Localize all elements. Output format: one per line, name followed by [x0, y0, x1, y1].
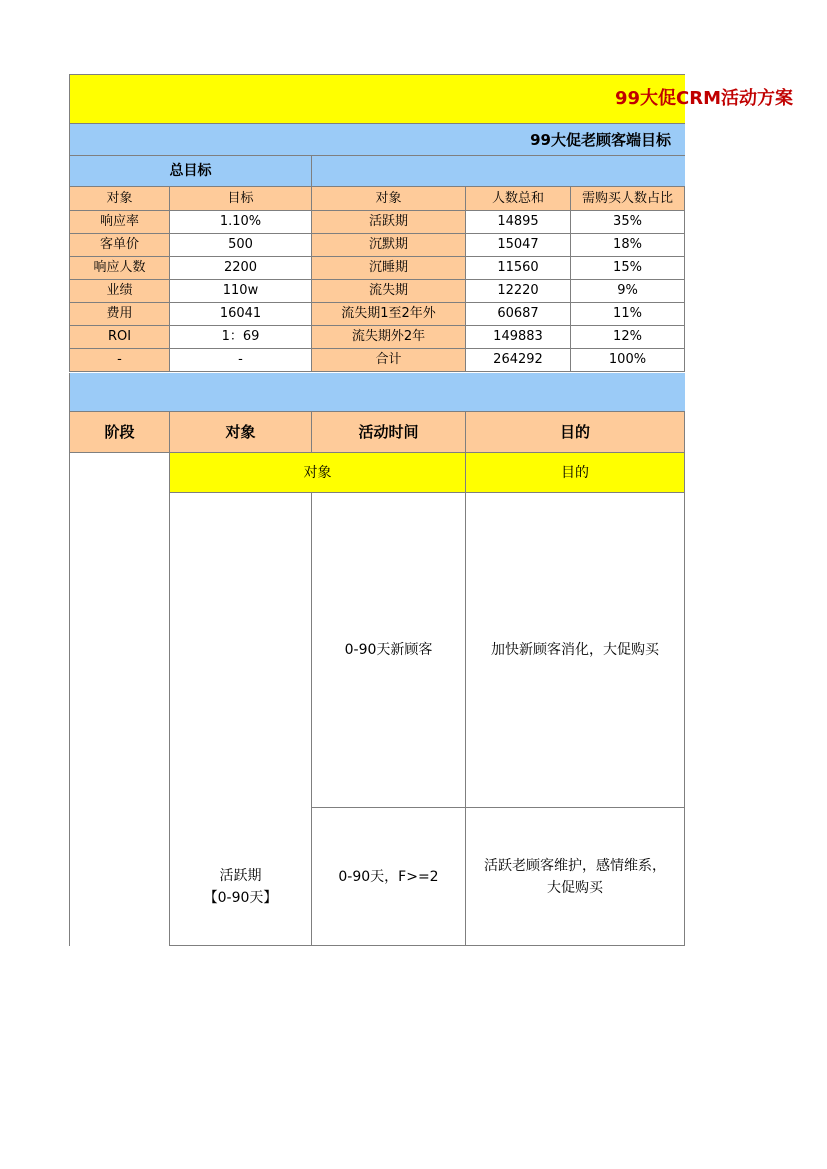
left-header-target: 目标 — [170, 187, 312, 211]
subtitle: 99大促老顾客端目标 — [530, 130, 671, 149]
table-cell-left-object: - — [69, 349, 170, 372]
plan-header-time: 活动时间 — [312, 412, 466, 453]
table-cell-left-object: 响应人数 — [69, 257, 170, 280]
table-cell-left-target: - — [170, 349, 312, 372]
table-cell-left-target: 110w — [170, 280, 312, 303]
table-cell-right-ratio: 35% — [571, 211, 685, 234]
total-goal-header: 总目标 — [69, 156, 312, 187]
title-row — [69, 74, 794, 124]
plan-header-object: 对象 — [170, 412, 312, 453]
right-header-count: 人数总和 — [466, 187, 571, 211]
table-cell-right-count: 12220 — [466, 280, 571, 303]
segment-name-cell — [170, 493, 312, 946]
table-cell-left-target: 500 — [170, 234, 312, 257]
left-header-object: 对象 — [69, 187, 170, 211]
total-goal-header-right — [312, 156, 685, 187]
sub-header-purpose: 目的 — [466, 453, 685, 493]
segment-range: 【0-90天】 — [203, 890, 278, 906]
table-cell-left-object: 响应率 — [69, 211, 170, 234]
segment-name: 活跃期 — [219, 868, 262, 884]
table-cell-right-count: 15047 — [466, 234, 571, 257]
sub-header-object: 对象 — [170, 453, 466, 493]
table-cell-right-ratio: 11% — [571, 303, 685, 326]
table-cell-right-ratio: 15% — [571, 257, 685, 280]
segment-row-2-purpose-line1: 活跃老顾客维护，感情维系， — [484, 857, 666, 874]
table-cell-right-object: 沉睡期 — [312, 257, 466, 280]
table-cell-left-object: 业绩 — [69, 280, 170, 303]
segment-row-2-object: 0-90天，F>=2 — [312, 808, 466, 946]
table-cell-left-target: 1：69 — [170, 326, 312, 349]
table-cell-left-target: 16041 — [170, 303, 312, 326]
table-cell-right-ratio: 9% — [571, 280, 685, 303]
spreadsheet — [69, 74, 794, 946]
table-cell-right-object: 沉默期 — [312, 234, 466, 257]
segment-row-1-purpose: 加快新顾客消化，大促购买 — [466, 493, 685, 808]
table-cell-right-object: 流失期 — [312, 280, 466, 303]
table-cell-right-count: 60687 — [466, 303, 571, 326]
right-header-ratio: 需购买人数占比 — [571, 187, 685, 211]
table-cell-right-object: 合计 — [312, 349, 466, 372]
blue-spacer-row — [69, 373, 685, 412]
segment-row-2-purpose-line2: 大促购买 — [547, 879, 603, 896]
plan-header-stage: 阶段 — [69, 412, 170, 453]
table-cell-right-ratio: 100% — [571, 349, 685, 372]
table-cell-right-object: 流失期1至2年外 — [312, 303, 466, 326]
page-title: 99大促CRM活动方案 — [615, 88, 794, 109]
table-cell-left-object: 费用 — [69, 303, 170, 326]
right-header-object: 对象 — [312, 187, 466, 211]
table-cell-right-object: 活跃期 — [312, 211, 466, 234]
plan-header-purpose: 目的 — [466, 412, 685, 453]
table-cell-left-target: 1.10% — [170, 211, 312, 234]
table-cell-right-ratio: 12% — [571, 326, 685, 349]
table-cell-left-object: ROI — [69, 326, 170, 349]
segment-row-2-purpose — [466, 808, 685, 946]
table-cell-right-count: 264292 — [466, 349, 571, 372]
table-cell-right-count: 149883 — [466, 326, 571, 349]
table-cell-right-count: 14895 — [466, 211, 571, 234]
stage-cell — [69, 453, 170, 946]
table-cell-left-target: 2200 — [170, 257, 312, 280]
table-cell-right-object: 流失期外2年 — [312, 326, 466, 349]
table-cell-right-ratio: 18% — [571, 234, 685, 257]
table-cell-right-count: 11560 — [466, 257, 571, 280]
segment-row-1-object: 0-90天新顾客 — [312, 493, 466, 808]
subtitle-row — [69, 124, 685, 156]
table-cell-left-object: 客单价 — [69, 234, 170, 257]
